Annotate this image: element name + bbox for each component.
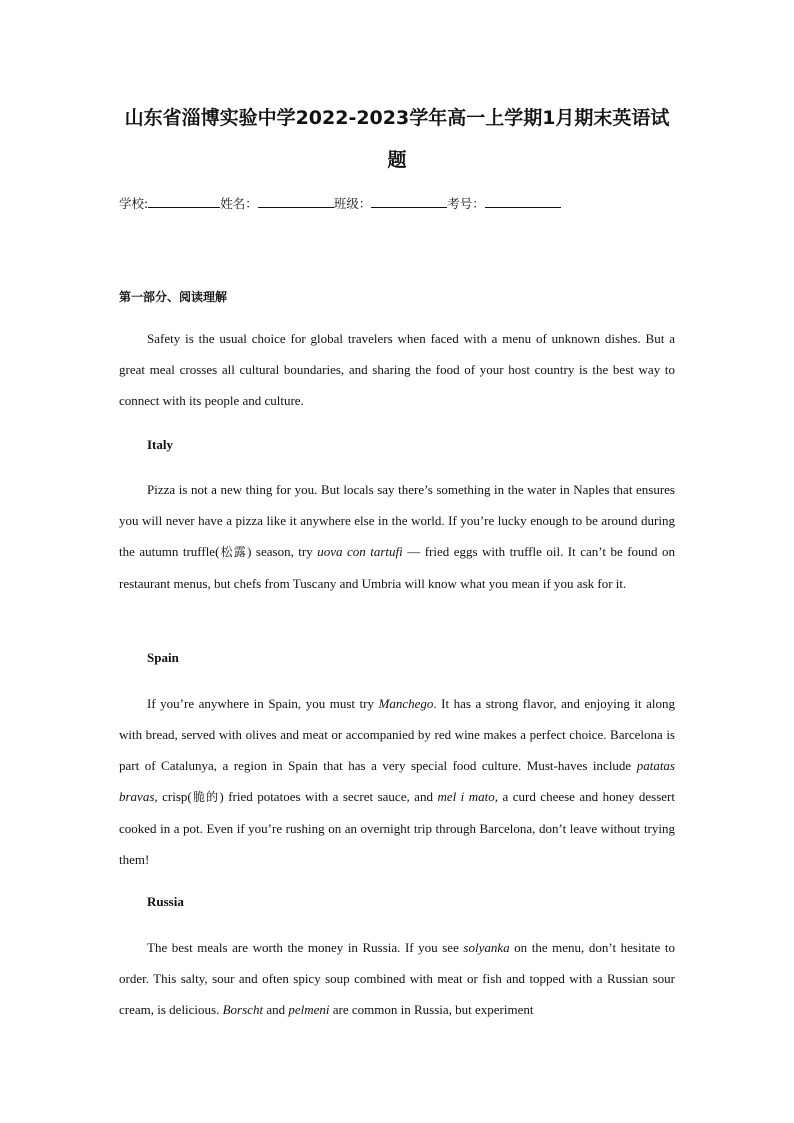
spain-dish-patatas: patatas bravas,: [119, 758, 675, 804]
document-title-line-1: 山东省淄博实验中学2022-2023学年高一上学期1月期末英语试: [124, 107, 670, 129]
school-blank[interactable]: [148, 195, 220, 208]
name-blank[interactable]: [258, 195, 334, 208]
name-label: 姓名：: [220, 196, 258, 211]
italy-paragraph: [119, 474, 675, 599]
class-label: 班级：: [333, 196, 372, 211]
section-heading: 第一部分、阅读理解: [119, 290, 228, 304]
russia-text-1: The best meals are worth the money in Russia. If you see: [147, 940, 464, 955]
russia-dish-borscht: Borscht: [222, 1002, 264, 1017]
spain-text-5: crisp(: [157, 789, 192, 804]
russia-text-3: on the menu, don’t hesitate to order. This salty, sour and often spicy soup combined with meat or fish and topped with a Russian sour cream, is delicious.: [119, 940, 675, 1017]
spain-text-7: ) fried potatoes with a secret sauce, and: [219, 789, 438, 804]
exam-number-blank[interactable]: [485, 195, 561, 208]
russia-dish-solyanka: solyanka: [463, 940, 510, 955]
russia-text-5: and: [263, 1002, 289, 1017]
school-label: 学校:: [119, 196, 149, 211]
italy-heading: Italy: [147, 437, 173, 452]
document-title-line-2: 题: [387, 149, 407, 171]
spain-paragraph: [119, 688, 675, 875]
italy-text-1: Pizza is not a new thing for you. But locals say there’s something in the water in Naples that ensures you will never have a pizza like it anywhere else in the world. If you’re lucky enough to be around during the autumn truffle(: [119, 482, 675, 559]
intro-paragraph: Safety is the usual choice for global travelers when faced with a menu of unknown dishes. But a great meal crosses all cultural boundaries, and sharing the food of your host country is the best way to connect with its people and culture.: [119, 331, 675, 408]
italy-text-5: — fried eggs with truffle oil. It can’t be found on restaurant menus, but chefs from Tuscany and Umbria will know what you mean if you ask for it.: [119, 544, 675, 591]
italy-gloss-truffle: 松露: [219, 545, 248, 559]
spain-text-3: . It has a strong flavor, and enjoying it along with bread, served with olives and meat or accompanied by red wine makes a perfect choice. Barcelona is part of Catalunya, a region in Spain that has a very special food culture. Must-haves include: [119, 696, 676, 773]
italy-dish-name: uova con tartufi: [317, 544, 403, 559]
spain-heading: Spain: [147, 650, 179, 665]
spain-text-1: If you’re anywhere in Spain, you must try: [147, 696, 379, 711]
spain-dish-mel-i-mato: mel i mato: [437, 789, 495, 804]
class-blank[interactable]: [371, 195, 447, 208]
spain-text-9: , a curd cheese and honey dessert cooked in a pot. Even if you’re rushing on an overnight trip through Barcelona, don’t leave without trying them!: [119, 789, 675, 867]
russia-text-7: are common in Russia, but experiment: [329, 1002, 534, 1017]
spain-gloss-crisp: 脆的: [191, 790, 220, 804]
russia-heading: Russia: [147, 894, 184, 909]
exam-number-label: 考号：: [447, 196, 485, 211]
spain-dish-manchego: Manchego: [378, 696, 434, 711]
russia-dish-pelmeni: pelmeni: [288, 1002, 330, 1017]
russia-paragraph: [119, 932, 675, 1025]
italy-text-3: ) season, try: [247, 544, 318, 559]
student-info-row: [119, 195, 561, 213]
